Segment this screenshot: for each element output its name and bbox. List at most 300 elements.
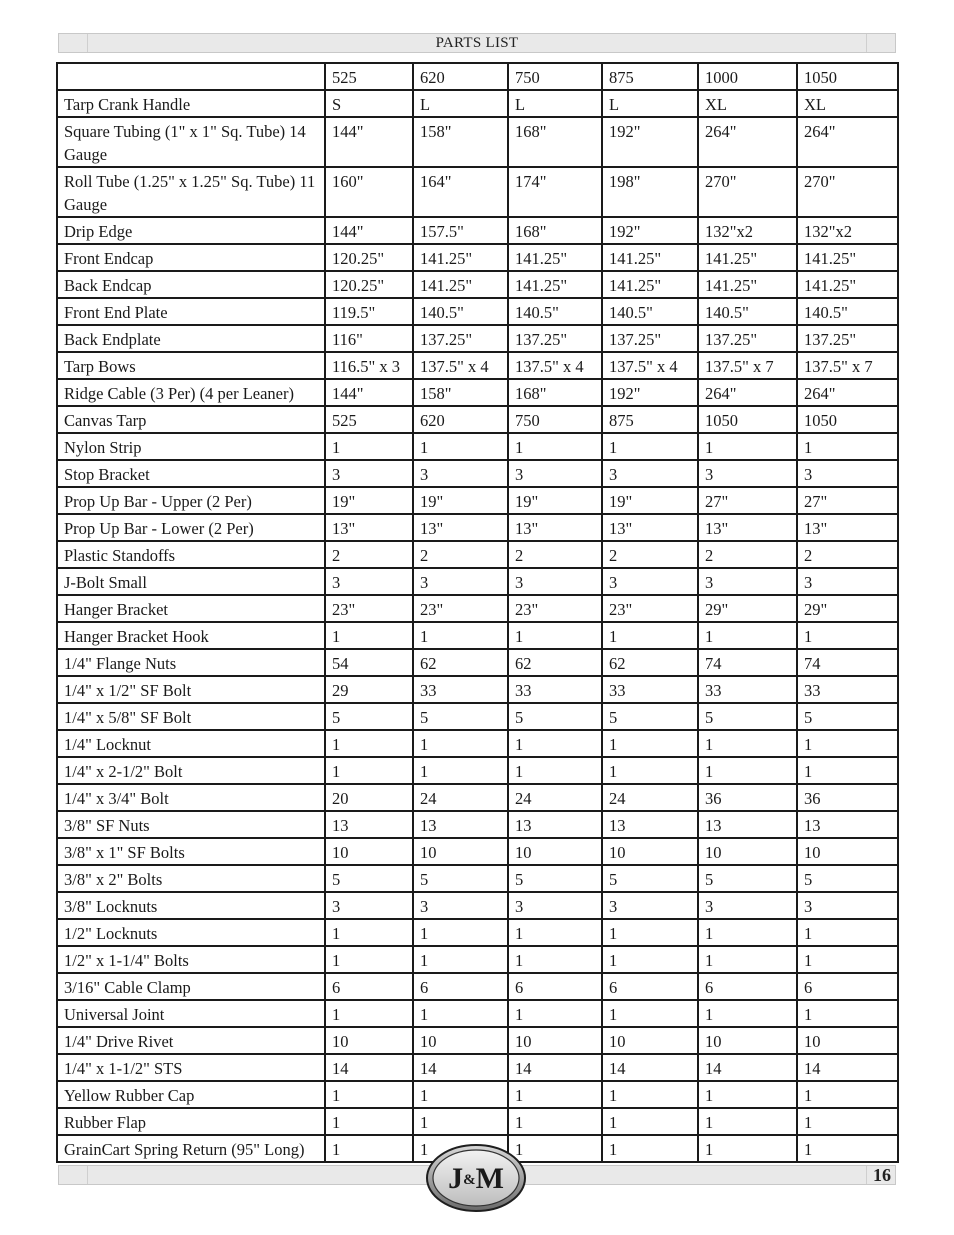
quantity-cell: 1 — [508, 1000, 602, 1027]
part-name-cell: 3/16" Cable Clamp — [57, 973, 325, 1000]
quantity-cell: 1 — [508, 730, 602, 757]
quantity-cell: 164" — [413, 167, 508, 217]
quantity-cell: 1 — [602, 1081, 698, 1108]
quantity-cell: 140.5" — [508, 298, 602, 325]
quantity-cell: 1 — [698, 1081, 797, 1108]
quantity-cell: 137.25" — [508, 325, 602, 352]
quantity-cell: 1 — [325, 919, 413, 946]
quantity-cell: 141.25" — [797, 244, 898, 271]
quantity-cell: 20 — [325, 784, 413, 811]
quantity-cell: 1 — [413, 1081, 508, 1108]
quantity-cell: 1 — [413, 919, 508, 946]
column-header — [57, 63, 325, 90]
table-row — [57, 649, 898, 676]
quantity-cell: 1 — [698, 919, 797, 946]
table-row — [57, 676, 898, 703]
part-name-cell: 3/8" Locknuts — [57, 892, 325, 919]
quantity-cell: 6 — [325, 973, 413, 1000]
quantity-cell: 19" — [602, 487, 698, 514]
quantity-cell: 1 — [508, 433, 602, 460]
quantity-cell: 74 — [698, 649, 797, 676]
quantity-cell: 264" — [698, 117, 797, 167]
quantity-cell: 168" — [508, 117, 602, 167]
quantity-cell: 3 — [698, 892, 797, 919]
quantity-cell: 1 — [325, 946, 413, 973]
quantity-cell: 3 — [413, 892, 508, 919]
table-row — [57, 757, 898, 784]
quantity-cell: 6 — [508, 973, 602, 1000]
quantity-cell: 10 — [508, 838, 602, 865]
column-header: 620 — [413, 63, 508, 90]
table-row — [57, 90, 898, 117]
table-row — [57, 811, 898, 838]
quantity-cell: 116.5" x 3 — [325, 352, 413, 379]
quantity-cell: 1 — [797, 1135, 898, 1162]
quantity-cell: 1 — [508, 757, 602, 784]
quantity-cell: 24 — [508, 784, 602, 811]
part-name-cell: Canvas Tarp — [57, 406, 325, 433]
part-name-cell: Tarp Bows — [57, 352, 325, 379]
quantity-cell: 141.25" — [508, 244, 602, 271]
quantity-cell: 141.25" — [602, 244, 698, 271]
column-header: 1050 — [797, 63, 898, 90]
logo-text: J&M — [448, 1162, 504, 1195]
quantity-cell: 137.25" — [797, 325, 898, 352]
table-row — [57, 379, 898, 406]
part-name-cell: GrainCart Spring Return (95" Long) — [57, 1135, 325, 1162]
part-name-cell: 1/4" Drive Rivet — [57, 1027, 325, 1054]
quantity-cell: 10 — [698, 838, 797, 865]
quantity-cell: 132"x2 — [797, 217, 898, 244]
part-name-cell: Front Endcap — [57, 244, 325, 271]
quantity-cell: 5 — [602, 703, 698, 730]
quantity-cell: 10 — [413, 838, 508, 865]
parts-table-body — [57, 63, 898, 1162]
quantity-cell: 62 — [508, 649, 602, 676]
part-name-cell: 3/8" x 2" Bolts — [57, 865, 325, 892]
quantity-cell: 270" — [797, 167, 898, 217]
quantity-cell: 3 — [325, 892, 413, 919]
quantity-cell: 33 — [797, 676, 898, 703]
quantity-cell: 1 — [325, 622, 413, 649]
part-name-cell: J-Bolt Small — [57, 568, 325, 595]
table-row — [57, 568, 898, 595]
quantity-cell: 1 — [413, 1000, 508, 1027]
part-name-cell: Prop Up Bar - Lower (2 Per) — [57, 514, 325, 541]
quantity-cell: 116" — [325, 325, 413, 352]
quantity-cell: 2 — [413, 541, 508, 568]
quantity-cell: 14 — [413, 1054, 508, 1081]
quantity-cell: 13 — [797, 811, 898, 838]
quantity-cell: 23" — [602, 595, 698, 622]
quantity-cell: 157.5" — [413, 217, 508, 244]
table-row — [57, 541, 898, 568]
quantity-cell: 120.25" — [325, 244, 413, 271]
quantity-cell: 192" — [602, 379, 698, 406]
quantity-cell: 1 — [413, 730, 508, 757]
quantity-cell: 1 — [325, 1108, 413, 1135]
quantity-cell: 3 — [602, 568, 698, 595]
quantity-cell: 74 — [797, 649, 898, 676]
quantity-cell: 1 — [698, 1108, 797, 1135]
quantity-cell: 137.5" x 4 — [413, 352, 508, 379]
quantity-cell: 10 — [797, 838, 898, 865]
table-row — [57, 784, 898, 811]
quantity-cell: 141.25" — [413, 244, 508, 271]
quantity-cell: 5 — [413, 703, 508, 730]
part-name-cell: Stop Bracket — [57, 460, 325, 487]
quantity-cell: 13" — [602, 514, 698, 541]
part-name-cell: Hanger Bracket Hook — [57, 622, 325, 649]
quantity-cell: 33 — [508, 676, 602, 703]
quantity-cell: 62 — [413, 649, 508, 676]
quantity-cell: 137.25" — [602, 325, 698, 352]
quantity-cell: 1 — [698, 946, 797, 973]
quantity-cell: 6 — [413, 973, 508, 1000]
table-row — [57, 703, 898, 730]
quantity-cell: 3 — [325, 460, 413, 487]
table-row — [57, 946, 898, 973]
table-row — [57, 892, 898, 919]
quantity-cell: 1 — [602, 919, 698, 946]
quantity-cell: 1 — [602, 1108, 698, 1135]
column-header: 1000 — [698, 63, 797, 90]
part-name-cell: Hanger Bracket — [57, 595, 325, 622]
quantity-cell: 1 — [698, 757, 797, 784]
quantity-cell: 36 — [698, 784, 797, 811]
quantity-cell: 160" — [325, 167, 413, 217]
quantity-cell: L — [508, 90, 602, 117]
quantity-cell: 2 — [508, 541, 602, 568]
quantity-cell: 137.5" x 4 — [602, 352, 698, 379]
quantity-cell: 29" — [797, 595, 898, 622]
quantity-cell: 1 — [508, 1108, 602, 1135]
quantity-cell: 23" — [325, 595, 413, 622]
quantity-cell: 33 — [413, 676, 508, 703]
table-row — [57, 244, 898, 271]
quantity-cell: 29 — [325, 676, 413, 703]
part-name-cell: Front End Plate — [57, 298, 325, 325]
column-header: 750 — [508, 63, 602, 90]
quantity-cell: 10 — [325, 838, 413, 865]
quantity-cell: 140.5" — [797, 298, 898, 325]
quantity-cell: 1 — [413, 757, 508, 784]
quantity-cell: 27" — [698, 487, 797, 514]
quantity-cell: 3 — [413, 568, 508, 595]
part-name-cell: Yellow Rubber Cap — [57, 1081, 325, 1108]
quantity-cell: 137.25" — [698, 325, 797, 352]
quantity-cell: 6 — [602, 973, 698, 1000]
quantity-cell: 192" — [602, 117, 698, 167]
quantity-cell: 13 — [325, 811, 413, 838]
jm-logo-graphic — [425, 1143, 527, 1213]
quantity-cell: 14 — [797, 1054, 898, 1081]
table-header-row — [57, 63, 898, 90]
quantity-cell: 3 — [508, 568, 602, 595]
quantity-cell: 1 — [325, 1135, 413, 1162]
quantity-cell: 137.5" x 4 — [508, 352, 602, 379]
quantity-cell: 1 — [413, 1135, 508, 1162]
quantity-cell: 10 — [602, 838, 698, 865]
quantity-cell: 1 — [413, 946, 508, 973]
quantity-cell: 137.5" x 7 — [698, 352, 797, 379]
quantity-cell: 5 — [698, 703, 797, 730]
quantity-cell: 3 — [413, 460, 508, 487]
quantity-cell: 1 — [602, 622, 698, 649]
quantity-cell: 141.25" — [698, 244, 797, 271]
table-row — [57, 271, 898, 298]
quantity-cell: L — [602, 90, 698, 117]
quantity-cell: 141.25" — [413, 271, 508, 298]
table-row — [57, 1027, 898, 1054]
quantity-cell: S — [325, 90, 413, 117]
quantity-cell: 3 — [325, 568, 413, 595]
quantity-cell: 525 — [325, 406, 413, 433]
quantity-cell: 141.25" — [797, 271, 898, 298]
part-name-cell: Drip Edge — [57, 217, 325, 244]
quantity-cell: 1 — [602, 1000, 698, 1027]
table-row — [57, 514, 898, 541]
part-name-cell: 1/2" x 1-1/4" Bolts — [57, 946, 325, 973]
table-row — [57, 730, 898, 757]
quantity-cell: 13" — [698, 514, 797, 541]
quantity-cell: 2 — [325, 541, 413, 568]
quantity-cell: 119.5" — [325, 298, 413, 325]
quantity-cell: 1 — [325, 757, 413, 784]
table-row — [57, 406, 898, 433]
table-row — [57, 622, 898, 649]
jm-logo — [425, 1143, 527, 1213]
table-row — [57, 460, 898, 487]
quantity-cell: L — [413, 90, 508, 117]
table-row — [57, 217, 898, 244]
quantity-cell: 3 — [508, 892, 602, 919]
quantity-cell: 1 — [698, 1135, 797, 1162]
part-name-cell: Universal Joint — [57, 1000, 325, 1027]
quantity-cell: 1 — [413, 433, 508, 460]
quantity-cell: 14 — [325, 1054, 413, 1081]
table-row — [57, 487, 898, 514]
quantity-cell: 168" — [508, 217, 602, 244]
header-bar — [58, 33, 896, 53]
table-row — [57, 838, 898, 865]
quantity-cell: 6 — [698, 973, 797, 1000]
table-row — [57, 865, 898, 892]
quantity-cell: 192" — [602, 217, 698, 244]
quantity-cell: 1 — [797, 1000, 898, 1027]
quantity-cell: 137.5" x 7 — [797, 352, 898, 379]
quantity-cell: 140.5" — [413, 298, 508, 325]
quantity-cell: 1050 — [797, 406, 898, 433]
quantity-cell: 13" — [797, 514, 898, 541]
quantity-cell: 33 — [698, 676, 797, 703]
quantity-cell: 36 — [797, 784, 898, 811]
column-header: 875 — [602, 63, 698, 90]
quantity-cell: 141.25" — [602, 271, 698, 298]
quantity-cell: 14 — [698, 1054, 797, 1081]
column-header: 525 — [325, 63, 413, 90]
quantity-cell: 5 — [698, 865, 797, 892]
part-name-cell: 1/4" x 3/4" Bolt — [57, 784, 325, 811]
quantity-cell: 875 — [602, 406, 698, 433]
page-title: PARTS LIST — [435, 35, 519, 51]
quantity-cell: 144" — [325, 379, 413, 406]
quantity-cell: 1 — [797, 433, 898, 460]
quantity-cell: 10 — [698, 1027, 797, 1054]
quantity-cell: 24 — [602, 784, 698, 811]
quantity-cell: 19" — [508, 487, 602, 514]
quantity-cell: 10 — [508, 1027, 602, 1054]
quantity-cell: 3 — [602, 892, 698, 919]
quantity-cell: 3 — [698, 568, 797, 595]
quantity-cell: 140.5" — [602, 298, 698, 325]
quantity-cell: 62 — [602, 649, 698, 676]
quantity-cell: XL — [698, 90, 797, 117]
part-name-cell: 3/8" x 1" SF Bolts — [57, 838, 325, 865]
table-row — [57, 595, 898, 622]
quantity-cell: 10 — [602, 1027, 698, 1054]
quantity-cell: 1 — [325, 1000, 413, 1027]
quantity-cell: 19" — [325, 487, 413, 514]
quantity-cell: 620 — [413, 406, 508, 433]
quantity-cell: 141.25" — [508, 271, 602, 298]
quantity-cell: 264" — [698, 379, 797, 406]
quantity-cell: 1 — [508, 1081, 602, 1108]
quantity-cell: 27" — [797, 487, 898, 514]
quantity-cell: 5 — [508, 865, 602, 892]
parts-table — [56, 62, 899, 1163]
quantity-cell: 13" — [325, 514, 413, 541]
quantity-cell: 10 — [325, 1027, 413, 1054]
quantity-cell: 3 — [508, 460, 602, 487]
quantity-cell: 1 — [508, 919, 602, 946]
quantity-cell: 1 — [325, 433, 413, 460]
quantity-cell: 5 — [602, 865, 698, 892]
part-name-cell: Roll Tube (1.25" x 1.25" Sq. Tube) 11 Gauge — [57, 167, 325, 217]
part-name-cell: Plastic Standoffs — [57, 541, 325, 568]
quantity-cell: 141.25" — [698, 271, 797, 298]
quantity-cell: 1 — [325, 1081, 413, 1108]
part-name-cell: 1/4" x 1-1/2" STS — [57, 1054, 325, 1081]
quantity-cell: 33 — [602, 676, 698, 703]
quantity-cell: 13 — [413, 811, 508, 838]
quantity-cell: 198" — [602, 167, 698, 217]
quantity-cell: 13 — [698, 811, 797, 838]
quantity-cell: 1 — [508, 1135, 602, 1162]
quantity-cell: 132"x2 — [698, 217, 797, 244]
table-row — [57, 167, 898, 217]
quantity-cell: 3 — [797, 568, 898, 595]
quantity-cell: 1 — [413, 622, 508, 649]
quantity-cell: 5 — [413, 865, 508, 892]
quantity-cell: 1 — [602, 433, 698, 460]
part-name-cell: Ridge Cable (3 Per) (4 per Leaner) — [57, 379, 325, 406]
part-name-cell: Back Endcap — [57, 271, 325, 298]
quantity-cell: 1 — [698, 1000, 797, 1027]
quantity-cell: XL — [797, 90, 898, 117]
part-name-cell: Square Tubing (1" x 1" Sq. Tube) 14 Gauge — [57, 117, 325, 167]
quantity-cell: 54 — [325, 649, 413, 676]
quantity-cell: 1 — [797, 730, 898, 757]
quantity-cell: 6 — [797, 973, 898, 1000]
quantity-cell: 1 — [797, 1081, 898, 1108]
quantity-cell: 13 — [508, 811, 602, 838]
quantity-cell: 10 — [413, 1027, 508, 1054]
table-row — [57, 919, 898, 946]
quantity-cell: 3 — [698, 460, 797, 487]
quantity-cell: 10 — [797, 1027, 898, 1054]
quantity-cell: 2 — [797, 541, 898, 568]
quantity-cell: 1 — [797, 946, 898, 973]
quantity-cell: 3 — [602, 460, 698, 487]
quantity-cell: 1 — [508, 946, 602, 973]
quantity-cell: 5 — [797, 865, 898, 892]
quantity-cell: 1 — [698, 433, 797, 460]
quantity-cell: 1 — [325, 730, 413, 757]
part-name-cell: 1/4" x 2-1/2" Bolt — [57, 757, 325, 784]
table-row — [57, 973, 898, 1000]
quantity-cell: 750 — [508, 406, 602, 433]
quantity-cell: 5 — [325, 865, 413, 892]
quantity-cell: 24 — [413, 784, 508, 811]
part-name-cell: 1/4" x 5/8" SF Bolt — [57, 703, 325, 730]
table-row — [57, 1000, 898, 1027]
quantity-cell: 14 — [602, 1054, 698, 1081]
quantity-cell: 168" — [508, 379, 602, 406]
quantity-cell: 1 — [602, 946, 698, 973]
quantity-cell: 1050 — [698, 406, 797, 433]
quantity-cell: 14 — [508, 1054, 602, 1081]
table-row — [57, 325, 898, 352]
quantity-cell: 1 — [797, 622, 898, 649]
quantity-cell: 1 — [698, 622, 797, 649]
quantity-cell: 144" — [325, 117, 413, 167]
table-row — [57, 1108, 898, 1135]
quantity-cell: 1 — [508, 622, 602, 649]
quantity-cell: 120.25" — [325, 271, 413, 298]
table-row — [57, 298, 898, 325]
quantity-cell: 3 — [797, 892, 898, 919]
quantity-cell: 1 — [698, 730, 797, 757]
part-name-cell: 1/4" x 1/2" SF Bolt — [57, 676, 325, 703]
part-name-cell: Prop Up Bar - Upper (2 Per) — [57, 487, 325, 514]
quantity-cell: 1 — [797, 1108, 898, 1135]
part-name-cell: 1/2" Locknuts — [57, 919, 325, 946]
quantity-cell: 270" — [698, 167, 797, 217]
quantity-cell: 23" — [508, 595, 602, 622]
part-name-cell: Rubber Flap — [57, 1108, 325, 1135]
part-name-cell: 1/4" Locknut — [57, 730, 325, 757]
quantity-cell: 264" — [797, 117, 898, 167]
quantity-cell: 144" — [325, 217, 413, 244]
quantity-cell: 5 — [508, 703, 602, 730]
quantity-cell: 174" — [508, 167, 602, 217]
quantity-cell: 5 — [797, 703, 898, 730]
part-name-cell: Back Endplate — [57, 325, 325, 352]
quantity-cell: 158" — [413, 379, 508, 406]
table-row — [57, 1081, 898, 1108]
quantity-cell: 158" — [413, 117, 508, 167]
quantity-cell: 13" — [508, 514, 602, 541]
quantity-cell: 3 — [797, 460, 898, 487]
part-name-cell: Tarp Crank Handle — [57, 90, 325, 117]
quantity-cell: 29" — [698, 595, 797, 622]
quantity-cell: 5 — [325, 703, 413, 730]
table-row — [57, 117, 898, 167]
quantity-cell: 1 — [602, 730, 698, 757]
table-row — [57, 1054, 898, 1081]
part-name-cell: Nylon Strip — [57, 433, 325, 460]
